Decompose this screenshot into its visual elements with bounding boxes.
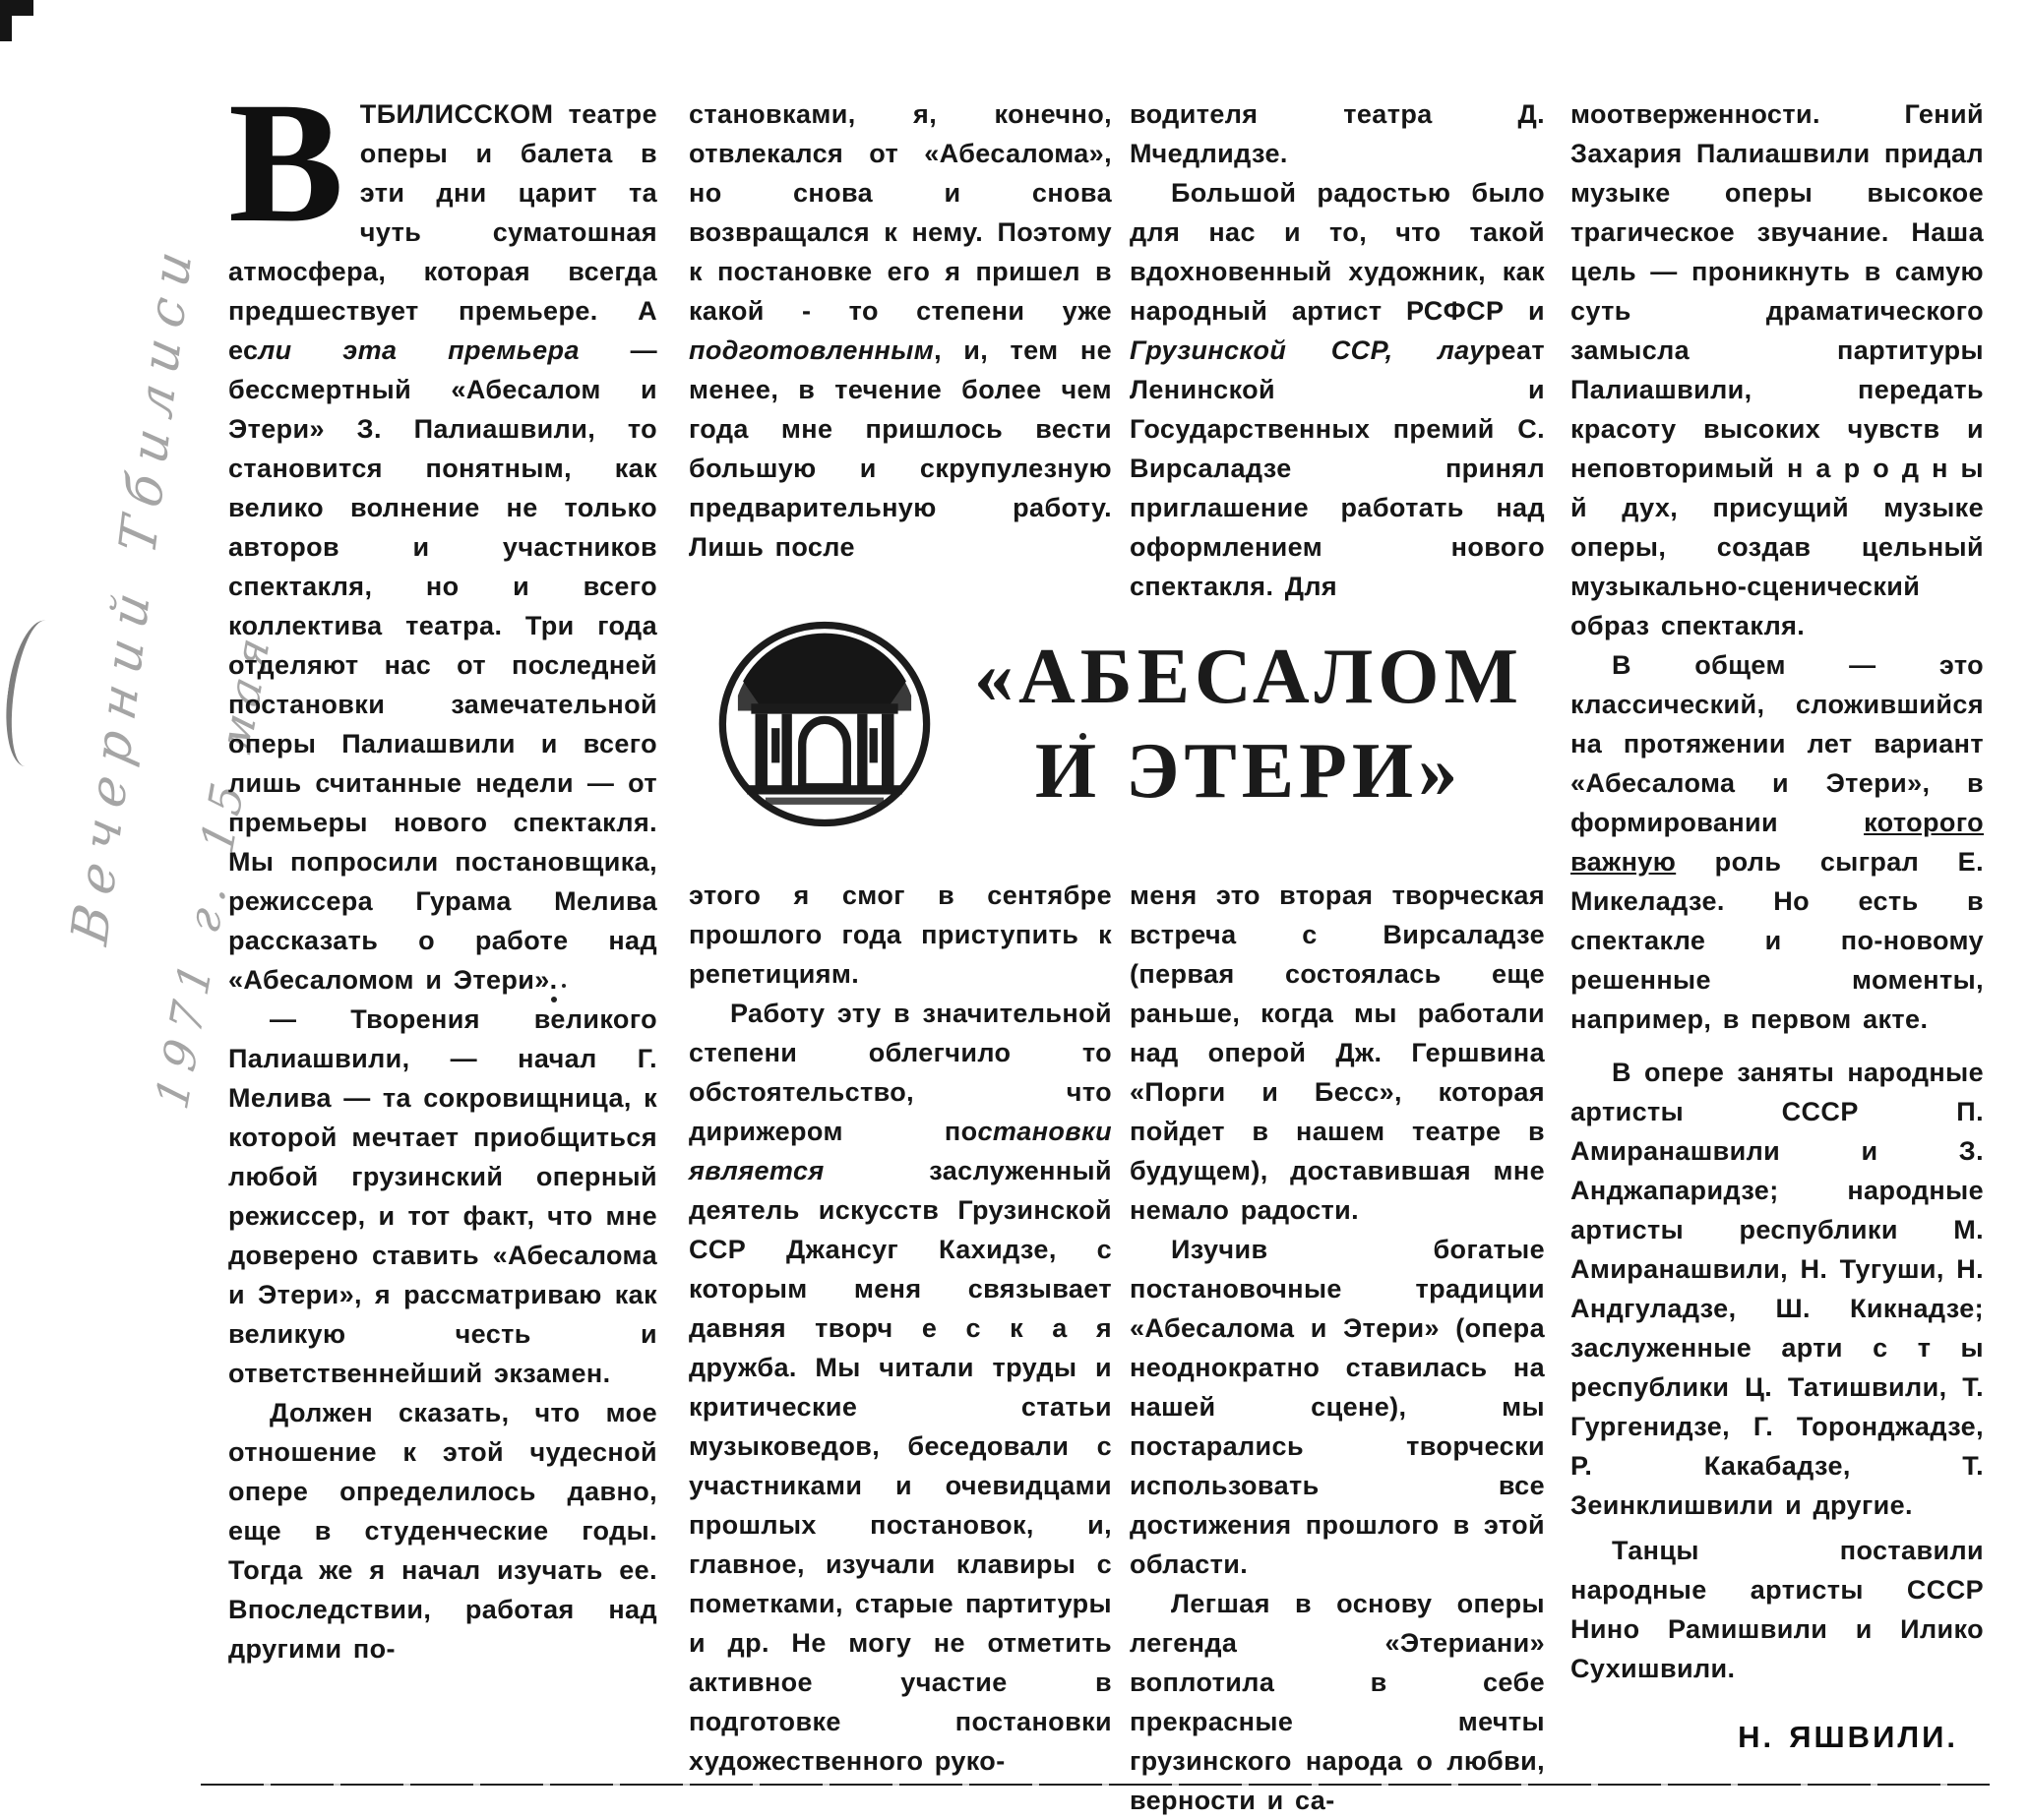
paragraph: — Творения великого Палиашвили, — начал Г. Мелива — та сокровищница, к которой мечтает приобщиться любой грузинский оперный режиссер, и тот факт, что мне доверено ставить «Абесалома и Этери», я рассматриваю как великую честь и ответственнейший экзамен. (228, 1004, 657, 1388)
article-title-line2: И ЭТЕРИ» (1034, 728, 1463, 815)
paragraph: водителя театра Д. Мчедлидзе. (1130, 99, 1545, 168)
article-column-4 (1570, 94, 1984, 1757)
headline-block (677, 588, 1543, 860)
paragraph (228, 67, 657, 1000)
paragraph: моотверженности. Гений Захария Палиашвили придал музыке оперы высокое трагическое звучание. Наша цель — проникнуть в самую суть драматического замысла партитуры Палиашвили, передать красоту высоких чувств и неповторимый н а р о д н ы й дух, присущий музыке оперы, создав цельный музыкально-сценический образ спектакля. (1570, 99, 1984, 640)
article-title-line1: «АБЕСАЛОМ (974, 634, 1523, 720)
article-column-2-bottom (689, 876, 1112, 1781)
paragraph: Легшая в основу оперы легенда «Этериани» воплотила в себе прекрасные мечты грузинского народа о любви, верности и са- (1130, 1589, 1545, 1815)
paragraph-text: ТБИЛИССКОМ театре оперы и балета в эти дни царит та чуть суматошная атмосфера, которая всегда предшествует премьере. А если эта премьера — бессмертный «Абесалом и Этери» З. Палиашвили, то становится понятным, как велико волнение не только авторов и участников спектакля, но и всего коллектива театра. Три года отделяют нас от последней постановки замечательной оперы Палиашвили и всего лишь считанные недели — от премьеры нового спектакля. Мы попросили постановщика, режиссера Гурама Мелива рассказать о работе над «Абесаломом и Этери». (228, 99, 657, 995)
author-byline: Н. ЯШВИЛИ. (1738, 1720, 1958, 1754)
article-column-1 (228, 67, 657, 1668)
scan-corner-artifact (0, 16, 12, 41)
paragraph: Танцы поставили народные артисты СССР Нино Рамишвили и Илико Сухишвили. (1570, 1536, 1984, 1683)
paragraph: Должен сказать, что мое отношение к этой чудесной опере определилось давно, еще в студенческие годы. Тогда же я начал изучать ее. Впоследствии, работая над другими по- (228, 1398, 657, 1664)
paragraph: Изучив богатые постановочные традиции «Абесалома и Этери» (опера неоднократно ставилась на нашей сцене), мы постарались творчески использовать все достижения прошлого в этой области. (1130, 1235, 1545, 1579)
paragraph: Большой радостью было для нас и то, что такой вдохновенный художник, как народный артист РСФСР и Грузинской ССР, лауреат Ленинской и Государственных премий С. Вирсаладзе принял приглашение работать над оформлением нового спектакля. Для (1130, 178, 1545, 601)
article-column-3-bottom (1130, 876, 1545, 1820)
paragraph: В общем — это классический, сложившийся на протяжении лет вариант «Абесалома и Этери», в формировании которого важную роль сыграл Е. Микеладзе. Но есть в спектакле и по-новому решенные моменты, например, в первом акте. (1570, 650, 1984, 1034)
handwritten-source-title: Вечерний Тбилиси (61, 233, 206, 950)
paragraph: этого я смог в сентябре прошлого года приступить к репетициям. (689, 880, 1112, 989)
scan-edge-artifact (0, 617, 73, 770)
bottom-divider-rule (201, 1784, 1990, 1786)
paragraph: становками, я, конечно, отвлекался от «Абесалома», но снова и снова возвращался к нему. Поэтому к постановке его я пришел в какой - то степени уже подготовленным, и, тем не менее, в течение более чем года мне пришлось вести большую и скрупулезную предварительную работу. Лишь после (689, 99, 1112, 562)
article-column-3-top (1130, 94, 1545, 606)
article-column-2-top (689, 94, 1112, 567)
paragraph: меня это вторая творческая встреча с Вирсаладзе (первая состоялась еще раньше, когда мы работали над оперой Дж. Гершвина «Порги и Бесс», которая пойдет в нашем театре в будущем), доставившая мне немало радости. (1130, 880, 1545, 1225)
drop-cap: В (228, 67, 344, 259)
article-title (937, 630, 1543, 819)
opera-house-emblem-icon (712, 614, 937, 834)
scan-corner-artifact (0, 0, 33, 16)
paragraph: В опере заняты народные артисты СССР П. Амиранашвили и З. Анджапаридзе; народные артисты республики М. Амиранашвили, Н. Тугуши, Н. Андгуладзе, Ш. Кикнадзе; заслуженные арти с т ы республики Ц. Татишвили, Т. Гургенидзе, Г. Торонджадзе, Р. Какабадзе, Т. Зеинклишвили и другие. (1570, 1058, 1984, 1520)
paragraph: Работу эту в значительной степени облегчило то обстоятельство, что дирижером постановки является заслуженный деятель искусств Грузинской ССР Джансуг Кахидзе, с которым меня связывает давняя творч е с к а я дружба. Мы читали труды и критические статьи музыковедов, беседовали с участниками и очевидцами прошлых постановок, и, главное, изучали клавиры с пометками, старые партитуры и др. Не могу не отметить активное участие в подготовке постановки художественного руко- (689, 999, 1112, 1776)
handwritten-date: 1971 г. 15 мая (146, 622, 281, 1115)
